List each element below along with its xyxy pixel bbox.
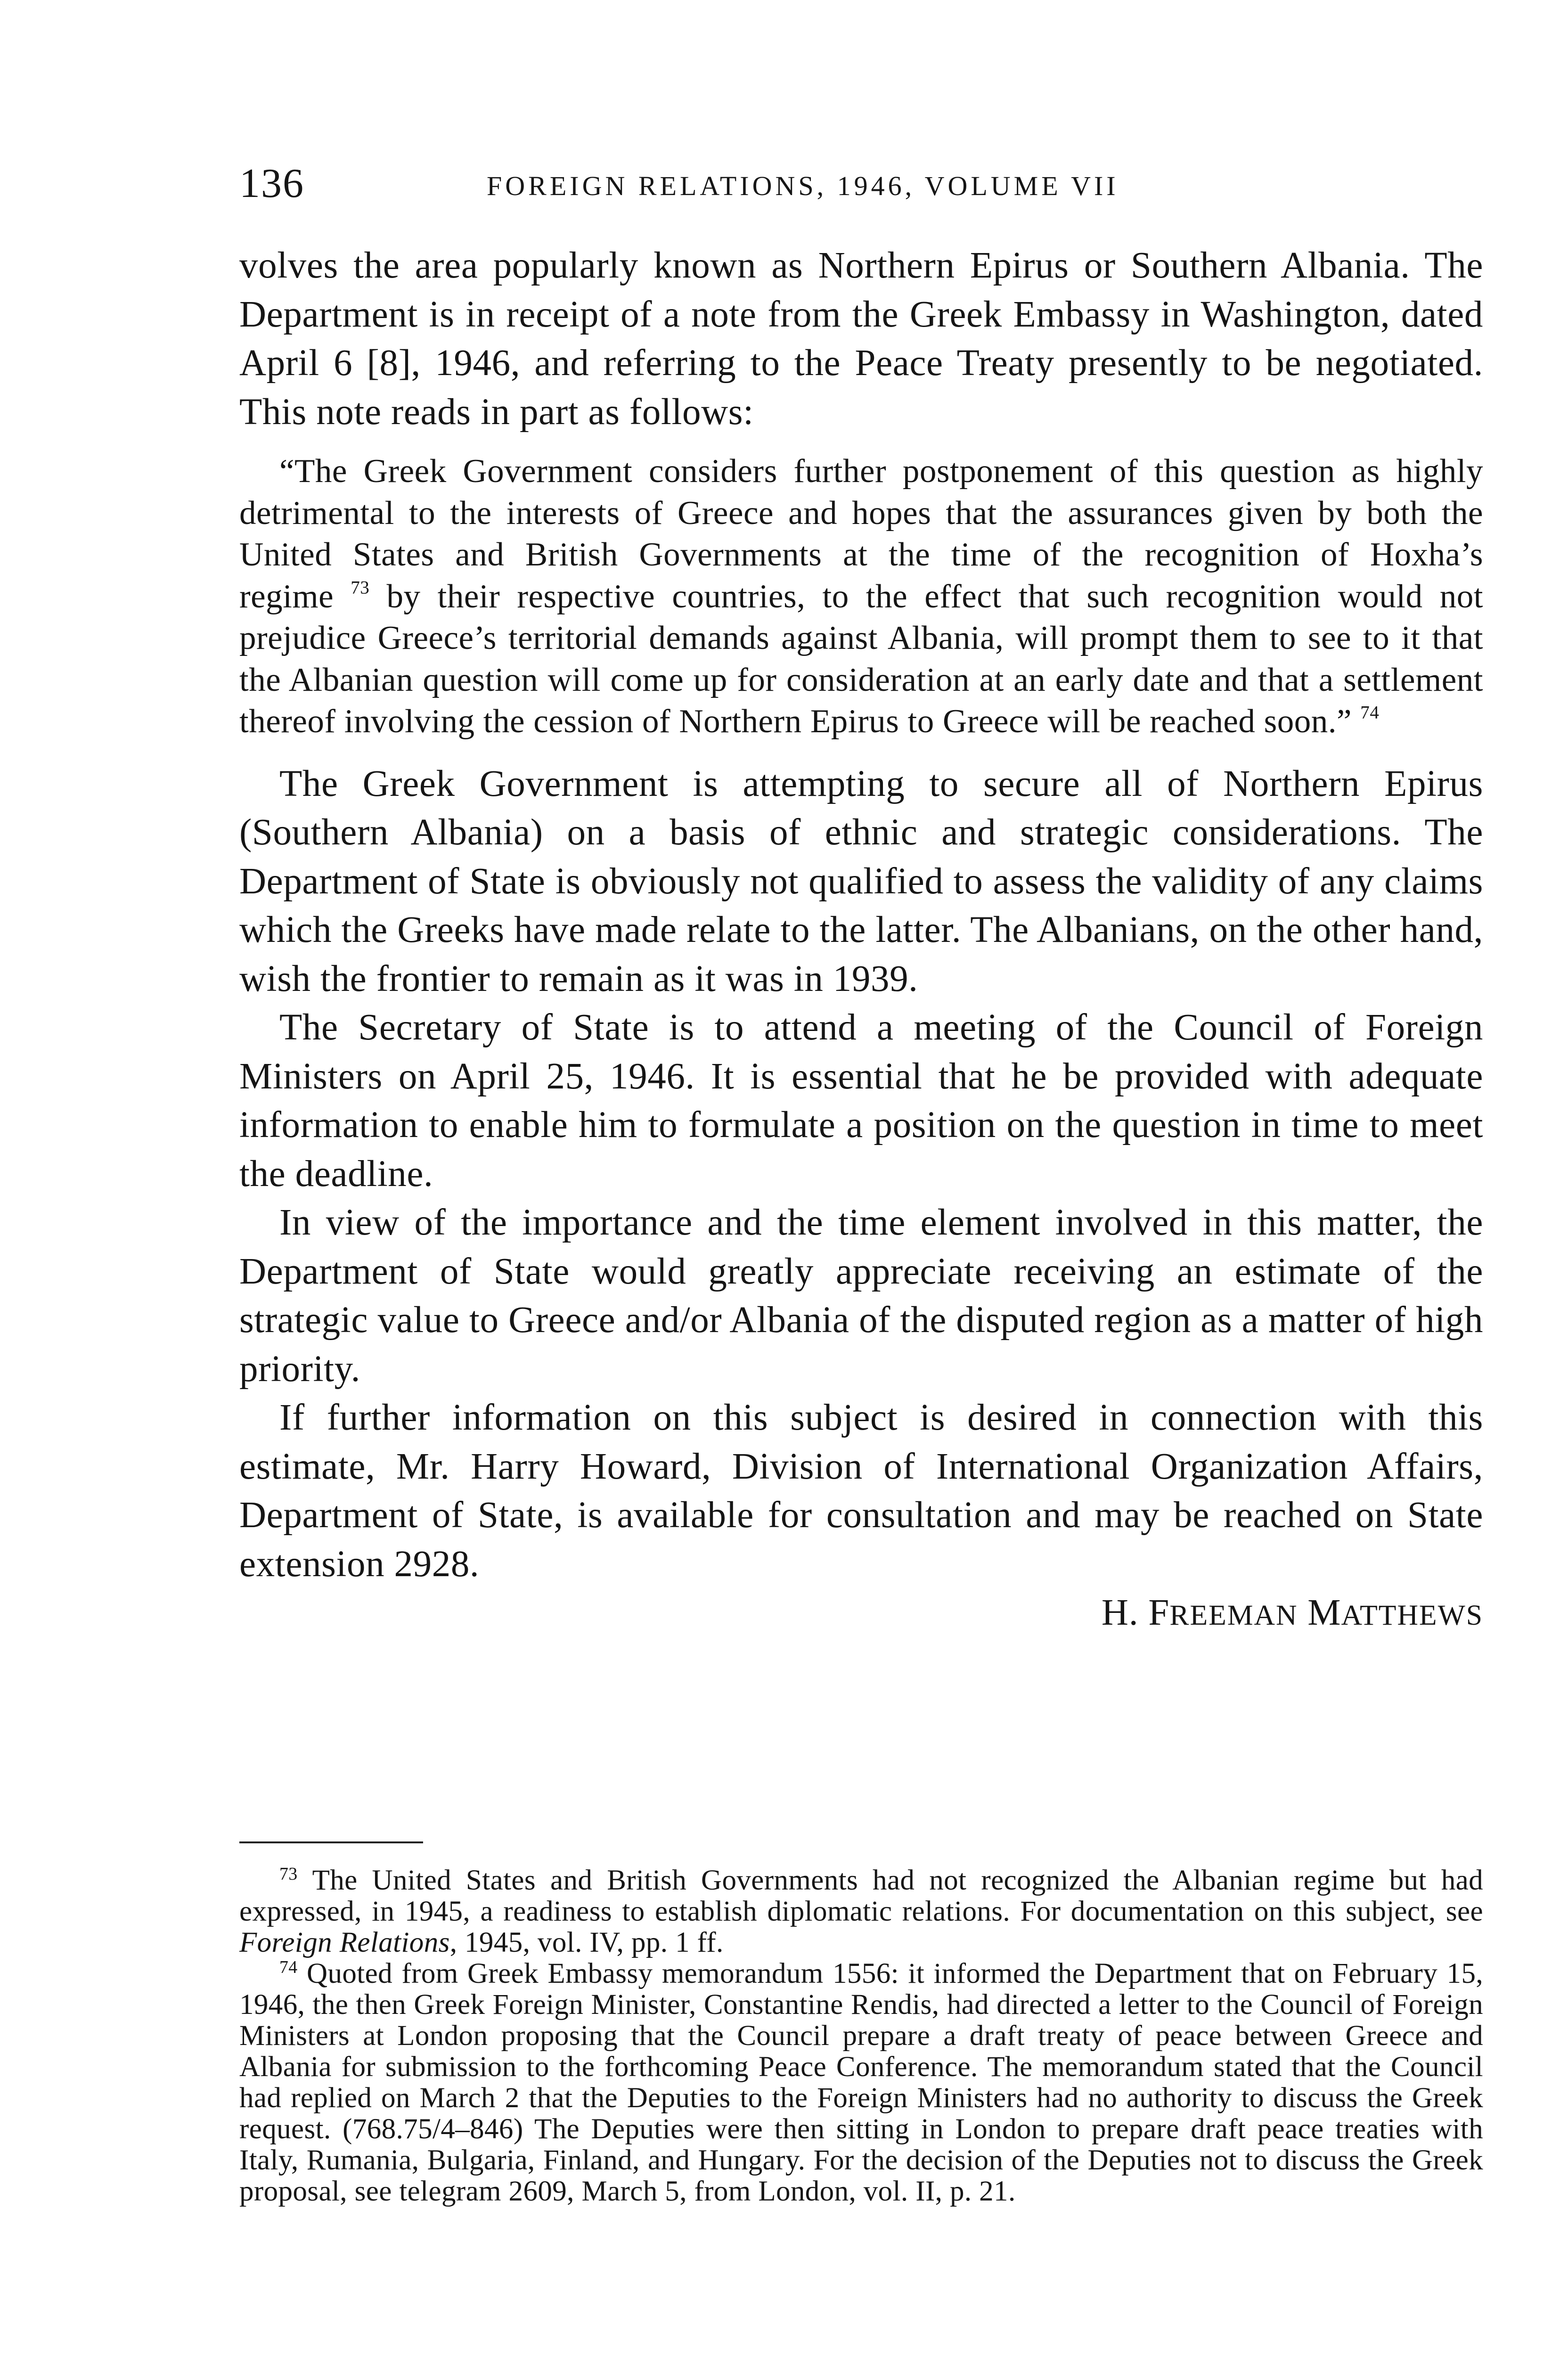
paragraph-2: The Greek Government is attempting to secure all of Northern Epirus (Southern Albania) on a basis of ethnic and strategic considerations. The Department of State is obviously not qualified to assess the validity of any claims which the Greeks have made relate to the latter. The Albanians, on the other hand, wish the frontier to remain as it was in 1939. — [239, 763, 1483, 999]
footnote-73-reference: Foreign Relations — [239, 1927, 450, 1958]
footnote-ref-74[interactable]: 74 — [1360, 702, 1380, 723]
quote-text-part-2: by their respective countries, to the effect that such recognition would not prejudice Greece’s territorial demands against Albania, will prompt them to see to it that the Albanian question will come up for consideration at an early date and that a settlement thereof involving the cession of Northern Epirus to Greece will be reached soon.” — [239, 578, 1483, 740]
signature — [239, 1588, 1483, 1640]
footnote-73 — [239, 1865, 1483, 1958]
signature-last-initial: M — [1307, 1592, 1341, 1633]
paragraph-1: volves the area popularly known as Northern Epirus or Southern Albania. The Department is in receipt of a note from the Greek Embassy in Washington, dated April 6 [8], 1946, and referring to the Peace Treaty presently to be negotiated. This note reads in part as follows: — [239, 245, 1483, 433]
page-header — [239, 155, 1483, 212]
footnotes — [239, 1865, 1483, 2207]
paragraph-3: The Secretary of State is to attend a meeting of the Council of Foreign Ministers on April 25, 1946. It is essential that he be provided with adequate information to enable him to formulate a position on the question in time to meet the deadline. — [239, 1007, 1483, 1194]
paragraph-5: If further information on this subject is desired in connection with this estimate, Mr. Harry Howard, Division of International Organization Affairs, Department of State, is available for consultation and may be reached on State extension 2928. — [239, 1397, 1483, 1585]
footnote-73-text-a: The United States and British Governments had not recognized the Albanian regime but had expressed, in 1945, a readiness to establish diplomatic relations. For documentation on this subject, see — [239, 1865, 1483, 1927]
footnote-74-mark: 74 — [279, 1957, 298, 1978]
footnote-73-text-b: , 1945, vol. IV, pp. 1 ff. — [449, 1927, 724, 1958]
footnote-74 — [239, 1958, 1483, 2207]
footnote-divider — [239, 1841, 423, 1843]
signature-initial: H. F — [1101, 1592, 1170, 1633]
footnote-73-mark: 73 — [279, 1864, 298, 1884]
paragraph-4: In view of the importance and the time element involved in this matter, the Department of State would greatly appreciate receiving an estimate of the strategic value to Greece and/or Albania of the disputed region as a matter of high priority. — [239, 1202, 1483, 1390]
block-quote — [239, 450, 1483, 743]
page-number: 136 — [239, 161, 304, 206]
signature-first-rest: REEMAN — [1169, 1599, 1298, 1631]
footnote-ref-73[interactable]: 73 — [351, 577, 370, 598]
footnote-74-text: Quoted from Greek Embassy memorandum 1556: it informed the Department that on February 15, 1946, the then Greek Foreign Minister, Constantine Rendis, had directed a letter to the Council of Foreign Ministers at London proposing that the Council prepare a draft treaty of peace between Greece and Albania for submission to the forthcoming Peace Conference. The memorandum stated that the Council had replied on March 2 that the Deputies to the Foreign Ministers had no authority to discuss the Greek request. (768.75/4–846) The Deputies were then sitting in London to prepare draft peace treaties with Italy, Rumania, Bulgaria, Finland, and Hungary. For the decision of the Deputies not to discuss the Greek proposal, see telegram 2609, March 5, from London, vol. II, p. 21. — [239, 1958, 1483, 2207]
quote-text-part-1: “The Greek Government considers further postponement of this question as highly detrimental to the interests of Greece and hopes that the assurances given by both the United States and British Governments at the time of the recognition of Hoxha’s regime — [239, 453, 1483, 615]
signature-last-rest: ATTHEWS — [1341, 1599, 1483, 1631]
body-text — [239, 241, 1483, 1640]
running-head: FOREIGN RELATIONS, 1946, VOLUME VII — [487, 171, 1119, 201]
